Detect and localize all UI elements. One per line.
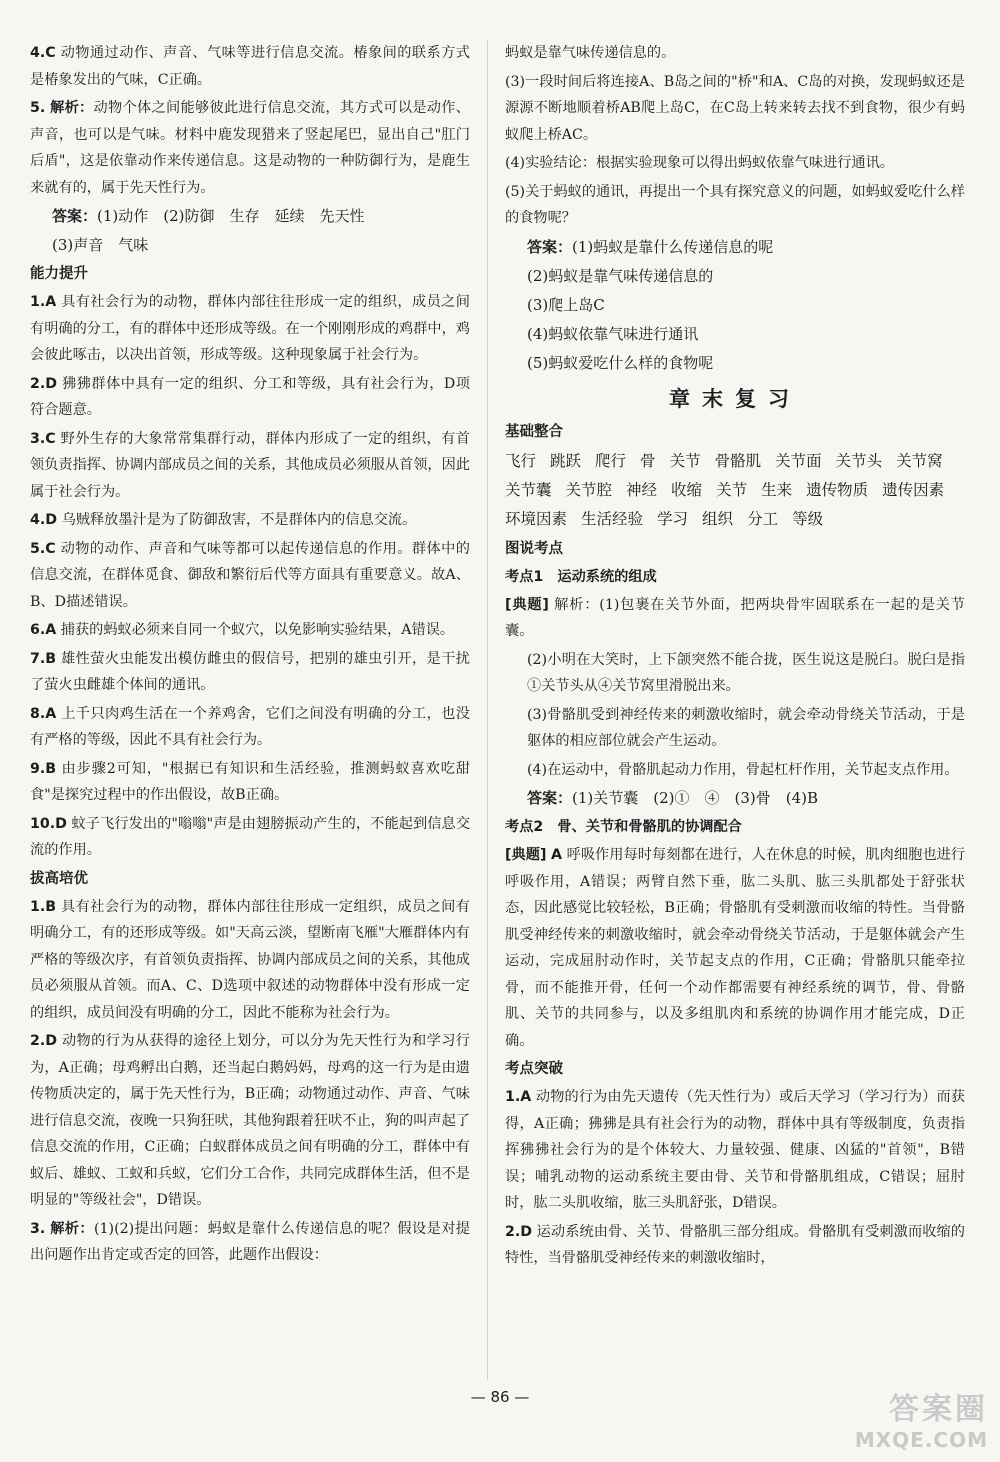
answer-text: (1)关节囊 (2)① ④ (3)骨 (4)B bbox=[572, 789, 819, 807]
answer-item bbox=[30, 426, 470, 506]
column-divider bbox=[487, 40, 488, 1380]
term: 收缩 bbox=[671, 480, 703, 499]
section-heading: 拔高培优 bbox=[30, 870, 88, 887]
term: 关节窝 bbox=[896, 451, 943, 470]
item-text: 动物的动作、声音和气味等都可以起传递信息的作用。群体中的信息交流，在群体觅食、御敌和繁衍后代等方面具有重要意义。故A、B、D描述错误。 bbox=[30, 540, 470, 610]
answer-line: (3)爬上岛C bbox=[527, 295, 605, 314]
item-number: 5. bbox=[30, 100, 46, 116]
answer-line: (2)蚂蚁是靠气味传递信息的 bbox=[527, 266, 714, 285]
answer-item bbox=[30, 536, 470, 616]
term: 生来 bbox=[761, 480, 793, 499]
item-text: 动物的行为由先天遗传（先天性行为）或后天学习（学习行为）而获得，A正确；狒狒是具有社会行为的动物，群体中具有等级制度，负责指挥狒狒社会行为的是个体较大、力量较强、健康、凶猛的"首领"，B错误；哺乳动物的运动系统主要由骨、关节和骨骼肌组成，C错误；屈肘时，肱二头肌收缩，肱三头肌舒张，D错误。 bbox=[505, 1089, 965, 1211]
term: 遗传因素 bbox=[882, 480, 945, 499]
term: 遗传物质 bbox=[806, 480, 869, 499]
watermark-logo bbox=[855, 1384, 988, 1452]
paragraph: (2)小明在大笑时，上下颌突然不能合拢，医生说这是脱臼。脱臼是指①关节头从④关节窝里滑脱出来。 bbox=[527, 651, 965, 694]
key-point-heading: 考点2 骨、关节和骨骼肌的协调配合 bbox=[505, 819, 742, 835]
paragraph: (5)关于蚂蚁的通讯，再提出一个具有探究意义的问题，如蚂蚁爱吃什么样的食物呢？ bbox=[505, 183, 965, 226]
item-number: 5.C bbox=[30, 540, 56, 557]
item-number: 7.B bbox=[30, 650, 57, 667]
answer-line: (3)声音 气味 bbox=[52, 236, 149, 254]
section-heading: 基础整合 bbox=[505, 423, 563, 440]
term: 生活经验 bbox=[581, 509, 644, 528]
item-number: 6.A bbox=[30, 622, 57, 638]
term: 神经 bbox=[626, 480, 658, 499]
paragraph: 蚂蚁是靠气味传递信息的。 bbox=[505, 45, 676, 61]
section-heading: 考点突破 bbox=[505, 1061, 563, 1077]
item-text: 由步骤2可知，"根据已有知识和生活经验，推测蚂蚁喜欢吃甜食"是探究过程中的作出假设，故B正确。 bbox=[30, 760, 470, 803]
item-number: 10.D bbox=[30, 815, 67, 832]
answer-label: 答案： bbox=[527, 789, 573, 807]
item-text: (1)(2)提出问题：蚂蚁是靠什么传递信息的呢？假设是对提出问题作出肯定或否定的回答，此题作出假设： bbox=[30, 1220, 470, 1263]
item-text: 动物通过动作、声音、气味等进行信息交流。椿象间的联系方式是椿象发出的气味，C正确。 bbox=[30, 45, 470, 88]
paragraph: (3)一段时间后将连接A、B岛之间的"桥"和A、C岛的对换，发现蚂蚁还是源源不断地顺着桥AB爬上岛C，在C岛上转来转去找不到食物，很少有蚂蚁爬上桥AC。 bbox=[505, 73, 965, 143]
term: 关节腔 bbox=[565, 480, 613, 499]
answer-item bbox=[30, 811, 470, 864]
item-text: 动物个体之间能够彼此进行信息交流，其方式可以是动作、声音，也可以是气味。材料中鹿发现猎来了竖起尾巴，显出自己"肛门后盾"，这是依靠动作来传递信息。这是动物的一种防御行为，是鹿生来就有的，属于先天性行为。 bbox=[30, 100, 470, 196]
item-number: 1.B bbox=[30, 898, 57, 915]
term: 等级 bbox=[792, 509, 824, 528]
watermark-title: 答案圈 bbox=[889, 1392, 988, 1427]
item-text: 狒狒群体中具有一定的组织、分工和等级，具有社会行为，D项符合题意。 bbox=[30, 375, 470, 418]
term: 关节 bbox=[716, 480, 748, 499]
example-tag: [典题] bbox=[505, 847, 547, 863]
key-point-heading: 考点1 运动系统的组成 bbox=[505, 568, 657, 585]
answer-item bbox=[30, 40, 470, 93]
answer-label: 答案： bbox=[52, 207, 98, 225]
answer-item bbox=[30, 371, 470, 424]
term: 关节面 bbox=[775, 451, 822, 470]
item-text: 解析：(1)包裹在关节外面，把两块骨牢固联系在一起的是关节囊。 bbox=[505, 596, 965, 639]
answer-item bbox=[30, 289, 470, 369]
paragraph: (4)实验结论：根据实验现象可以得出蚂蚁依靠气味进行通讯。 bbox=[505, 155, 894, 171]
answer-label: 答案： bbox=[527, 237, 573, 256]
item-number: 2.D bbox=[30, 375, 58, 392]
term: 骨 bbox=[640, 451, 656, 470]
term: 关节 bbox=[669, 451, 701, 470]
answer-line: (4)蚂蚁依靠气味进行通讯 bbox=[527, 324, 699, 343]
example-tag: [典题] bbox=[505, 596, 549, 613]
term: 骨骼肌 bbox=[714, 451, 762, 470]
term: 飞行 bbox=[505, 451, 537, 470]
term: 爬行 bbox=[595, 451, 627, 470]
paragraph: (4)在运动中，骨骼肌起动力作用，骨起杠杆作用，关节起支点作用。 bbox=[527, 761, 959, 778]
answer-line: (5)蚂蚁爱吃什么样的食物呢 bbox=[527, 353, 714, 372]
answer-text: (1)动作 (2)防御 生存 延续 先天性 bbox=[97, 207, 365, 225]
item-text: 蚊子飞行发出的"嗡嗡"声是由翅膀振动产生的，不能起到信息交流的作用。 bbox=[30, 815, 471, 858]
item-number: 4.C bbox=[30, 45, 56, 61]
answer-item bbox=[30, 756, 470, 809]
item-number: 8.A bbox=[30, 705, 57, 722]
answer-line bbox=[505, 234, 965, 261]
term: 跳跃 bbox=[550, 451, 582, 470]
item-text: 捕获的蚂蚁必须来自同一个蚁穴，以免影响实验结果，A错误。 bbox=[60, 622, 455, 638]
term: 环境因素 bbox=[505, 509, 568, 528]
term: 学习 bbox=[657, 509, 689, 528]
answer-line bbox=[505, 785, 965, 812]
answer-item bbox=[30, 507, 470, 534]
item-text: 运动系统由骨、关节、骨骼肌三部分组成。骨骼肌有受刺激而收缩的特性，当骨骼肌受神经传来的刺激收缩时， bbox=[505, 1223, 965, 1266]
term: 关节囊 bbox=[505, 480, 552, 499]
page-number: — 86 — bbox=[470, 1388, 530, 1406]
answer-item bbox=[30, 646, 470, 699]
item-text: 具有社会行为的动物，群体内部往往形成一定的组织，成员之间有明确的分工，有的群体中还形成等级。在一个刚刚形成的鸡群中，鸡会彼此啄击，以决出首领，形成等级。这种现象属于社会行为。 bbox=[30, 294, 470, 363]
answer-item bbox=[30, 894, 470, 1027]
item-text: 野外生存的大象常常集群行动，群体内形成了一定的组织，有首领负责指挥、协调内部成员之间的关系，其他成员必须服从首领，因此属于社会行为。 bbox=[30, 430, 470, 500]
answer-item bbox=[30, 95, 470, 201]
item-text: 乌贼释放墨汁是为了防御敌害，不是群体内的信息交流。 bbox=[61, 512, 417, 528]
left-column bbox=[30, 40, 470, 1271]
example-question bbox=[505, 592, 965, 645]
section-heading: 能力提升 bbox=[30, 266, 88, 282]
answer-item bbox=[30, 701, 470, 754]
item-number: 2.D bbox=[30, 1033, 58, 1049]
answer-text: (1)蚂蚁是靠什么传递信息的呢 bbox=[572, 237, 774, 256]
watermark-url: MXQE.COM bbox=[854, 1428, 988, 1452]
answer-item bbox=[505, 1219, 965, 1272]
term: 组织 bbox=[702, 509, 734, 528]
item-text: 雄性萤火虫能发出模仿雌虫的假信号，把别的雄虫引开，是干扰了萤火虫雌雄个体间的通讯。 bbox=[30, 650, 470, 693]
answer-item bbox=[30, 617, 470, 644]
answer-item bbox=[30, 1216, 470, 1269]
item-number: 4.D bbox=[30, 512, 58, 528]
right-column bbox=[505, 40, 965, 1274]
item-number: 1.A bbox=[505, 1089, 532, 1105]
item-label: 解析： bbox=[50, 100, 94, 116]
item-number: 2.D bbox=[505, 1223, 533, 1240]
item-number: A bbox=[551, 847, 563, 863]
term: 分工 bbox=[747, 509, 779, 528]
item-text: 具有社会行为的动物，群体内部往往形成一定组织，成员之间有明确分工，有的还形成等级。如"天高云淡，望断南飞雁"大雁群体内有严格的等级次序，有首领负责指挥、协调内部成员之间的关系，其他成员必须服从首领。而A、C、D选项中叙述的动物群体中没有形成一定的组织，成员间没有明确的分工，因此不能称为社会行为。 bbox=[30, 898, 470, 1021]
key-terms bbox=[505, 447, 965, 534]
item-number: 3. bbox=[30, 1220, 46, 1237]
answer-line bbox=[30, 203, 470, 230]
section-heading: 图说考点 bbox=[505, 540, 563, 557]
chapter-title: 章末复习 bbox=[669, 386, 801, 411]
item-number: 3.C bbox=[30, 430, 56, 447]
answer-item bbox=[30, 1028, 470, 1214]
answer-item bbox=[505, 1084, 965, 1217]
item-text: 呼吸作用每时每刻都在进行，人在休息的时候，肌肉细胞也进行呼吸作用，A错误；两臂自然下垂，肱二头肌、肱三头肌都处于舒张状态，因此感觉比较轻松，B正确；骨骼肌有受刺激而收缩的特性。当骨骼肌受神经传来的刺激收缩时，就会牵动骨绕关节活动，于是躯体就会产生运动，完成屈肘动作时，关节起支点的作用，C正确；骨骼肌只能牵拉骨，而不能推开骨，任何一个动作都需要有神经系统的调节，骨、骨骼肌、关节的共同参与，以及多组肌肉和系统的协调作用才能完成，D正确。 bbox=[505, 847, 966, 1049]
item-text: 上千只肉鸡生活在一个养鸡舍，它们之间没有明确的分工，也没有严格的等级，因此不具有社会行为。 bbox=[30, 705, 470, 748]
example-question bbox=[505, 842, 965, 1054]
item-number: 1.A bbox=[30, 294, 57, 310]
item-number: 9.B bbox=[30, 760, 57, 777]
term: 关节头 bbox=[835, 451, 883, 470]
paragraph: (3)骨骼肌受到神经传来的刺激收缩时，就会牵动骨绕关节活动，于是躯体的相应部位就会产生运动。 bbox=[527, 706, 965, 749]
item-text: 动物的行为从获得的途径上划分，可以分为先天性行为和学习行为，A正确；母鸡孵出白鹅，还当起白鹅妈妈，母鸡的这一行为是由遗传物质决定的，属于先天性行为，B正确；动物通过动作、声音、气味进行信息交流，夜晚一只狗狂吠，其他狗跟着狂吠不止，狗的叫声起了信息交流的作用，C正确；白蚁群体成员之间有明确的分工，群体中有蚁后、雄蚁、工蚁和兵蚁，它们分工合作，共同完成群体生活，但不是明显的"等级社会"，D错误。 bbox=[30, 1033, 470, 1208]
item-label: 解析： bbox=[50, 1220, 94, 1237]
